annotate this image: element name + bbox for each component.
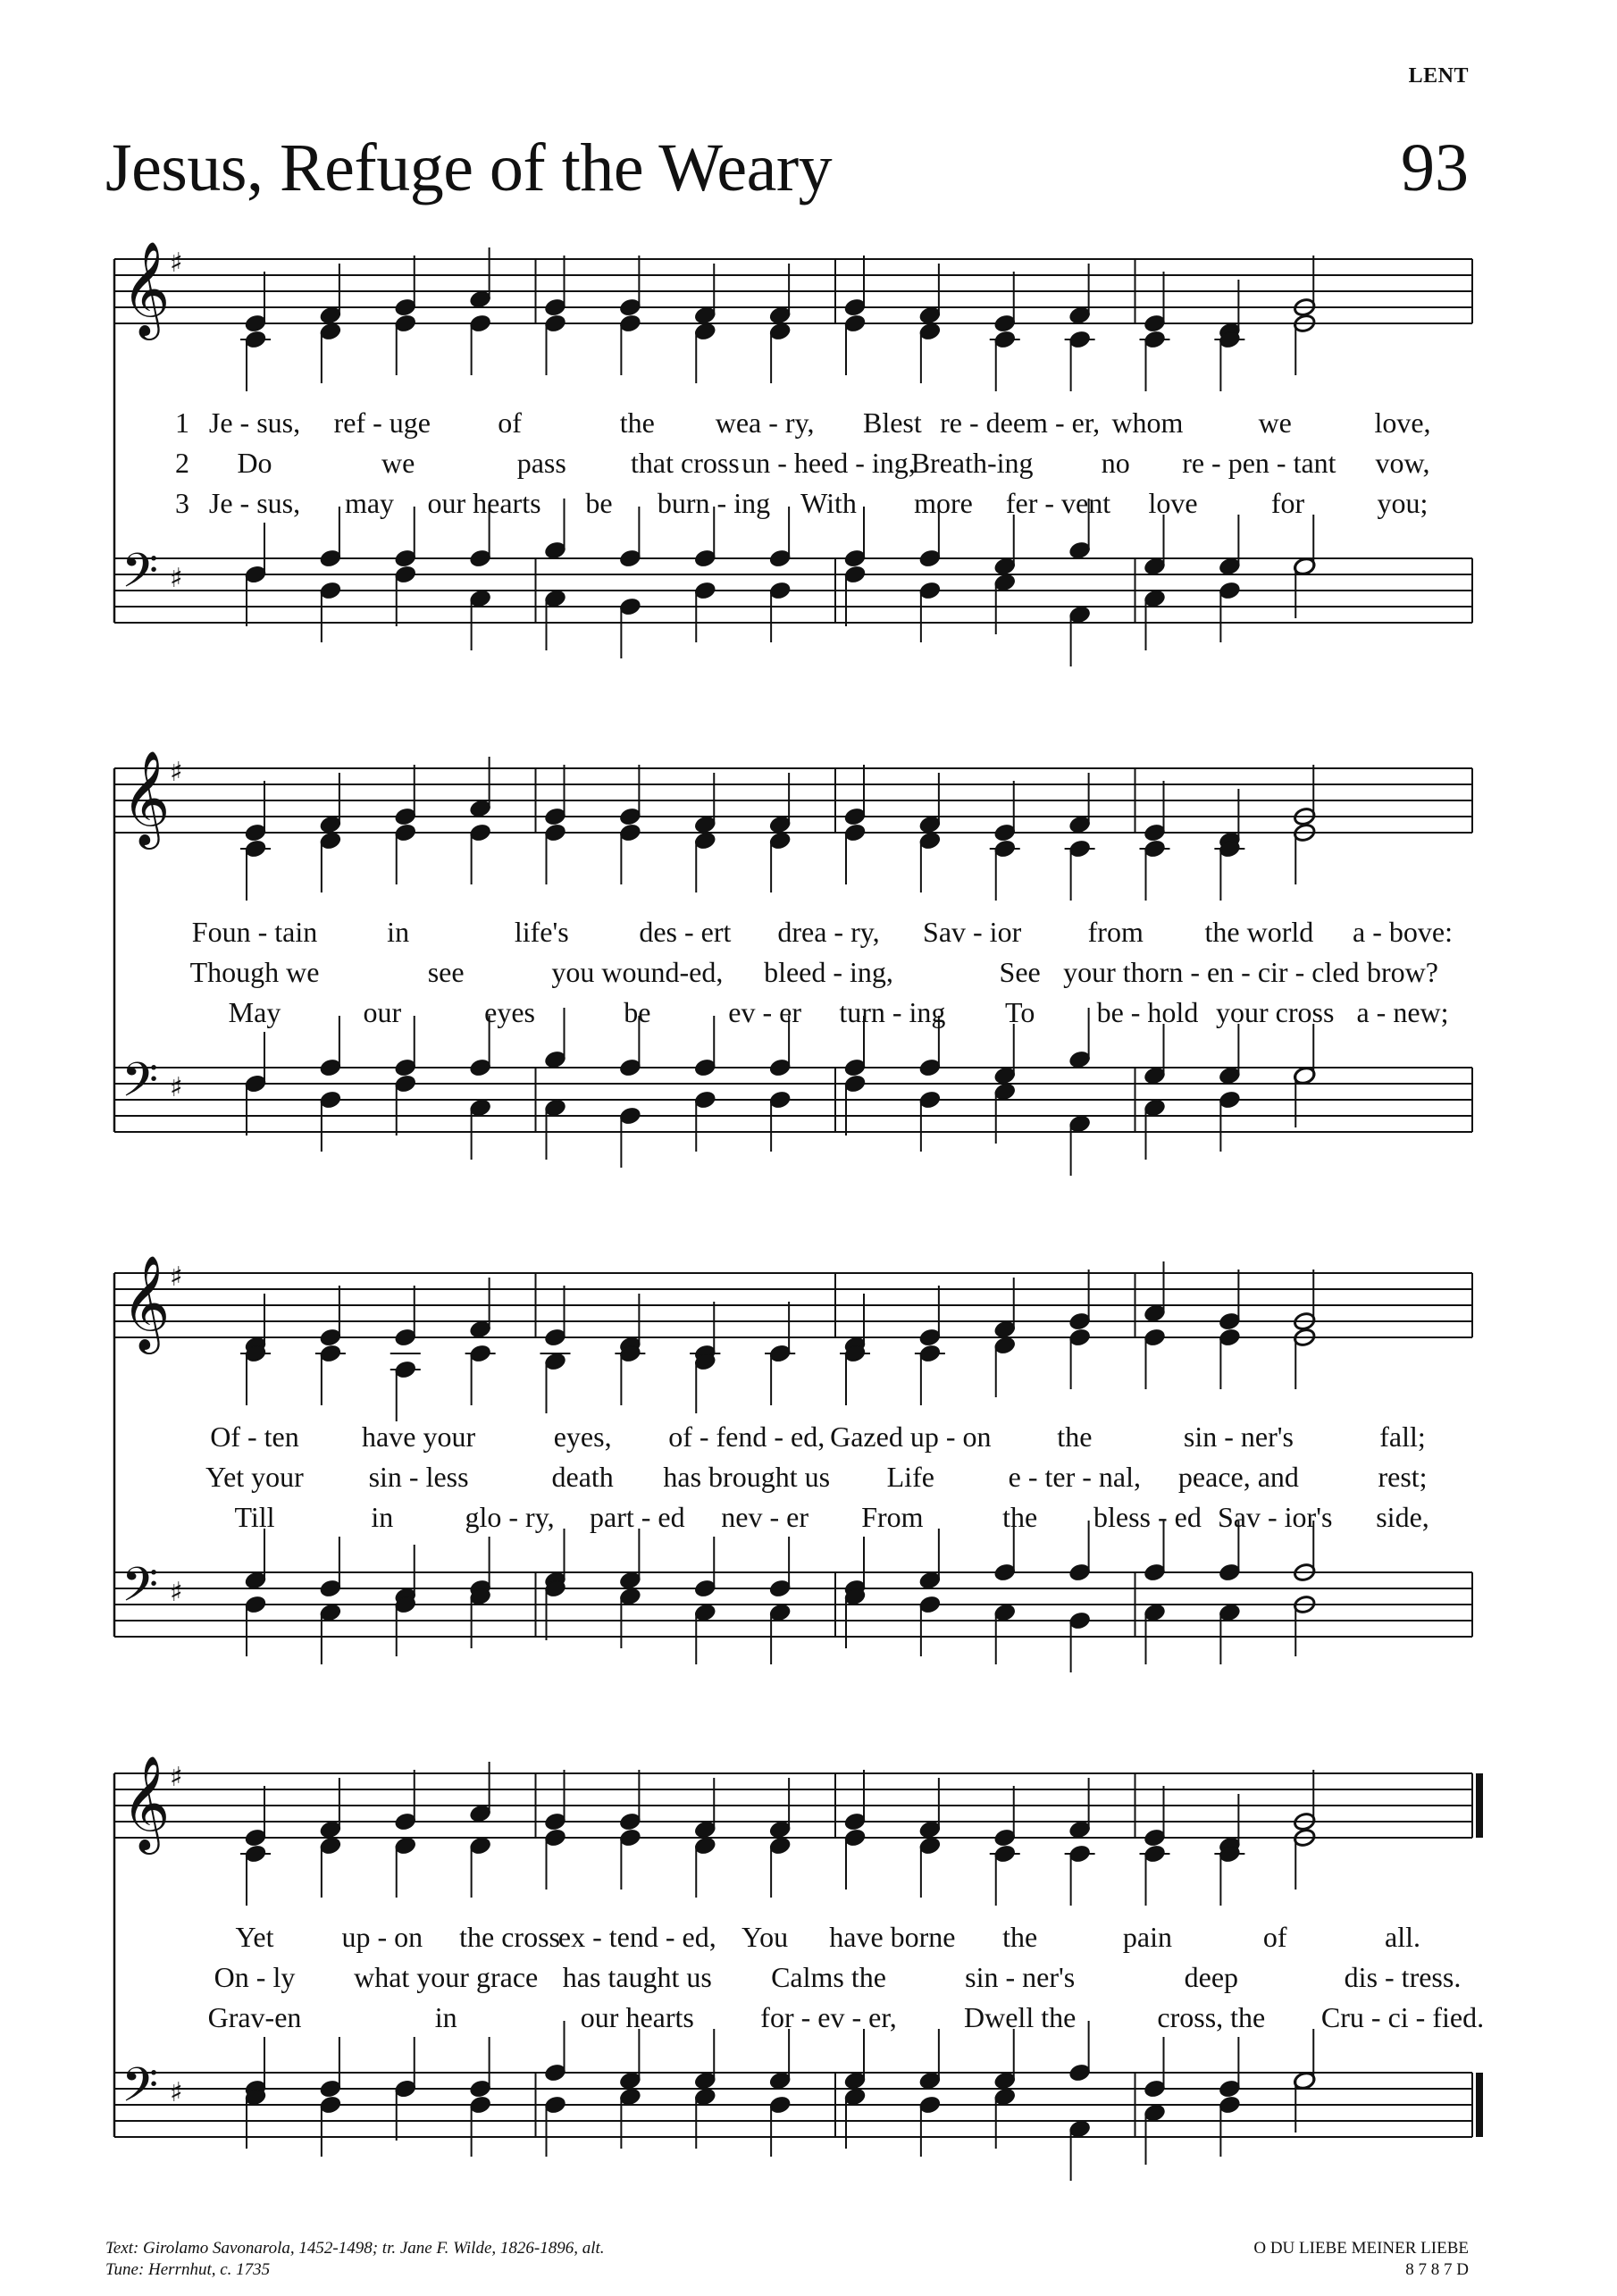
lyric-syllable: for (1270, 487, 1305, 519)
hymn-title: Jesus, Refuge of the Weary (105, 130, 833, 205)
lyric-syllable: in (371, 1501, 394, 1533)
lyric-syllable: Life (886, 1461, 934, 1493)
lyric-syllable: wea - ry, (715, 406, 815, 439)
lyric-syllable: brow? (1367, 956, 1438, 988)
treble-clef: 𝄞 (121, 1254, 171, 1350)
lyric-syllable: we (1258, 406, 1292, 439)
lyric-syllable: Yet your (205, 1461, 304, 1493)
section-label: LENT (1408, 64, 1469, 88)
lyric-syllable: no (1101, 447, 1130, 479)
lyric-syllable: side, (1376, 1501, 1429, 1533)
lyric-syllable: of - fend - ed, (668, 1420, 825, 1453)
lyric-line (0, 1921, 1617, 1957)
lyric-syllable: eyes (484, 996, 535, 1028)
lyric-syllable: the (1002, 1921, 1038, 1953)
lyric-syllable: a - bove: (1353, 916, 1453, 948)
lyric-syllable: you; (1377, 487, 1428, 519)
lyric-syllable: our hearts (580, 2001, 694, 2033)
lyric-syllable: Of - ten (210, 1420, 299, 1453)
bass-clef: 𝄢 (121, 544, 159, 610)
lyric-syllable: des - ert (639, 916, 732, 948)
lyric-syllable: un - heed - ing, (741, 447, 916, 479)
lyric-syllable: your thorn - en - cir - cled (1063, 956, 1360, 988)
lyric-syllable: Calms the (771, 1961, 886, 1993)
lyric-syllable: see (427, 956, 465, 988)
key-signature-sharp: ♯ (170, 1261, 183, 1293)
lyric-syllable: be (585, 487, 613, 519)
lyric-syllable: you wound-ed, (551, 956, 724, 988)
key-signature-sharp: ♯ (170, 247, 183, 279)
lyric-syllable: death (551, 1461, 614, 1493)
lyric-syllable: the (619, 406, 655, 439)
lyric-syllable: turn - ing (839, 996, 946, 1028)
lyric-syllable: eyes, (553, 1420, 612, 1453)
lyric-syllable: be (624, 996, 651, 1028)
lyric-syllable: deep (1184, 1961, 1239, 1993)
lyric-syllable: bleed - ing, (764, 956, 893, 988)
lyric-syllable: of (498, 406, 522, 439)
key-signature-sharp: ♯ (170, 563, 183, 594)
lyric-syllable: may (344, 487, 395, 519)
lyric-syllable: have your (362, 1420, 476, 1453)
lyric-syllable: of (1262, 1921, 1287, 1953)
lyric-syllable: fer - vent (1005, 487, 1111, 519)
lyric-syllable: Dwell the (964, 2001, 1077, 2033)
lyric-line (0, 2001, 1617, 2037)
lyric-syllable: pass (516, 447, 566, 479)
lyric-syllable: To (1005, 996, 1035, 1028)
lyric-syllable: rest; (1378, 1461, 1428, 1493)
treble-clef: 𝄞 (121, 1755, 171, 1850)
lyric-syllable: dis - tress. (1344, 1961, 1462, 1993)
lyric-syllable: nev - er (721, 1501, 808, 1533)
tune-name: O DU LIEBE MEINER LIEBE (1253, 2239, 1469, 2258)
bass-clef: 𝄢 (121, 1053, 159, 1119)
lyric-syllable: bless - ed (1093, 1501, 1202, 1533)
lyric-syllable: we (381, 447, 415, 479)
lyric-syllable: have borne (829, 1921, 956, 1953)
lyric-syllable: Je - sus, (208, 406, 301, 439)
lyric-syllable: from (1087, 916, 1144, 948)
lyric-syllable: has brought us (663, 1461, 831, 1493)
lyric-syllable: sin - ner's (1183, 1420, 1294, 1453)
lyric-syllable: Sav - ior's (1218, 1501, 1333, 1533)
lyric-syllable: You (741, 1921, 789, 1953)
lyric-syllable: up - on (341, 1921, 423, 1953)
lyric-syllable: cross, the (1157, 2001, 1266, 2033)
key-signature-sharp: ♯ (170, 757, 183, 788)
credits (105, 2238, 605, 2281)
lyric-syllable: your cross (1216, 996, 1335, 1028)
text-credit: Text: Girolamo Savonarola, 1452-1498; tr. Jane F. Wilde, 1826-1896, alt. (105, 2239, 605, 2258)
lyric-syllable: ref - uge (333, 406, 431, 439)
lyric-syllable: be - hold (1096, 996, 1199, 1028)
lyric-syllable: has taught us (562, 1961, 712, 1993)
bass-clef: 𝄢 (121, 2058, 159, 2124)
lyric-syllable: Gazed up - on (830, 1420, 992, 1453)
lyric-syllable: Je - sus, (208, 487, 301, 519)
key-signature-sharp: ♯ (170, 1762, 183, 1793)
lyric-syllable: sin - ner's (965, 1961, 1076, 1993)
lyric-syllable: life's (514, 916, 569, 948)
lyric-syllable: the (1002, 1501, 1038, 1533)
lyric-syllable: Yet (235, 1921, 274, 1953)
lyric-syllable: peace, and (1177, 1461, 1299, 1493)
lyric-syllable: in (434, 2001, 457, 2033)
lyric-syllable: With (800, 487, 857, 519)
key-signature-sharp: ♯ (170, 1577, 183, 1608)
lyric-syllable: e - ter - nal, (1008, 1461, 1142, 1493)
treble-clef: 𝄞 (121, 750, 171, 845)
tune-info (1253, 2238, 1469, 2281)
lyric-syllable: more (914, 487, 973, 519)
verse-number: 1 (175, 406, 189, 439)
lyric-syllable: burn - ing (657, 487, 771, 519)
lyric-line (0, 1961, 1617, 1997)
lyric-syllable: our (363, 996, 402, 1028)
lyric-syllable: Blest (862, 406, 922, 439)
lyric-syllable: Cru - ci - fied. (1320, 2001, 1485, 2033)
lyric-syllable: Breath-ing (910, 447, 1034, 479)
lyric-syllable: love (1148, 487, 1198, 519)
lyric-syllable: Though we (189, 956, 320, 988)
bass-clef: 𝄢 (121, 1558, 159, 1624)
lyric-syllable: Till (234, 1501, 275, 1533)
lyric-syllable: glo - ry, (465, 1501, 555, 1533)
key-signature-sharp: ♯ (170, 2077, 183, 2108)
lyric-syllable: re - pen - tant (1182, 447, 1336, 479)
lyric-syllable: vow, (1375, 447, 1430, 479)
lyric-syllable: drea - ry, (777, 916, 880, 948)
lyric-syllable: what your grace (354, 1961, 539, 1993)
meter: 8 7 8 7 D (1405, 2260, 1469, 2279)
treble-clef: 𝄞 (121, 240, 171, 336)
lyric-syllable: our hearts (427, 487, 541, 519)
hymn-number: 93 (1401, 130, 1469, 205)
lyric-syllable: ev - er (728, 996, 801, 1028)
lyric-syllable: the world (1204, 916, 1314, 948)
lyric-syllable: that cross (631, 447, 740, 479)
lyric-syllable: ex - tend - ed, (557, 1921, 716, 1953)
lyric-syllable: the cross (459, 1921, 560, 1953)
lyric-syllable: Sav - ior (923, 916, 1022, 948)
lyric-syllable: part - ed (590, 1501, 685, 1533)
lyric-syllable: pain (1122, 1921, 1172, 1953)
lyric-syllable: the (1057, 1420, 1093, 1453)
lyric-syllable: Grav-en (207, 2001, 302, 2033)
lyric-syllable: fall; (1379, 1420, 1426, 1453)
lyric-syllable: for - ev - er, (760, 2001, 897, 2033)
lyric-syllable: all. (1385, 1921, 1420, 1953)
verse-number: 2 (175, 447, 189, 479)
lyric-syllable: Do (237, 447, 272, 479)
verse-number: 3 (175, 487, 189, 519)
lyric-syllable: May (228, 996, 281, 1028)
lyric-syllable: From (861, 1501, 924, 1533)
lyric-syllable: sin - less (368, 1461, 469, 1493)
lyric-syllable: in (387, 916, 410, 948)
lyric-syllable: See (999, 956, 1041, 988)
lyric-syllable: a - new; (1356, 996, 1449, 1028)
lyric-syllable: whom (1111, 406, 1184, 439)
lyric-syllable: love, (1374, 406, 1431, 439)
lyric-syllable: Foun - tain (191, 916, 318, 948)
lyric-syllable: re - deem - er, (940, 406, 1101, 439)
tune-credit: Tune: Herrnhut, c. 1735 (105, 2260, 271, 2279)
lyric-syllable: On - ly (214, 1961, 296, 1993)
key-signature-sharp: ♯ (170, 1072, 183, 1103)
